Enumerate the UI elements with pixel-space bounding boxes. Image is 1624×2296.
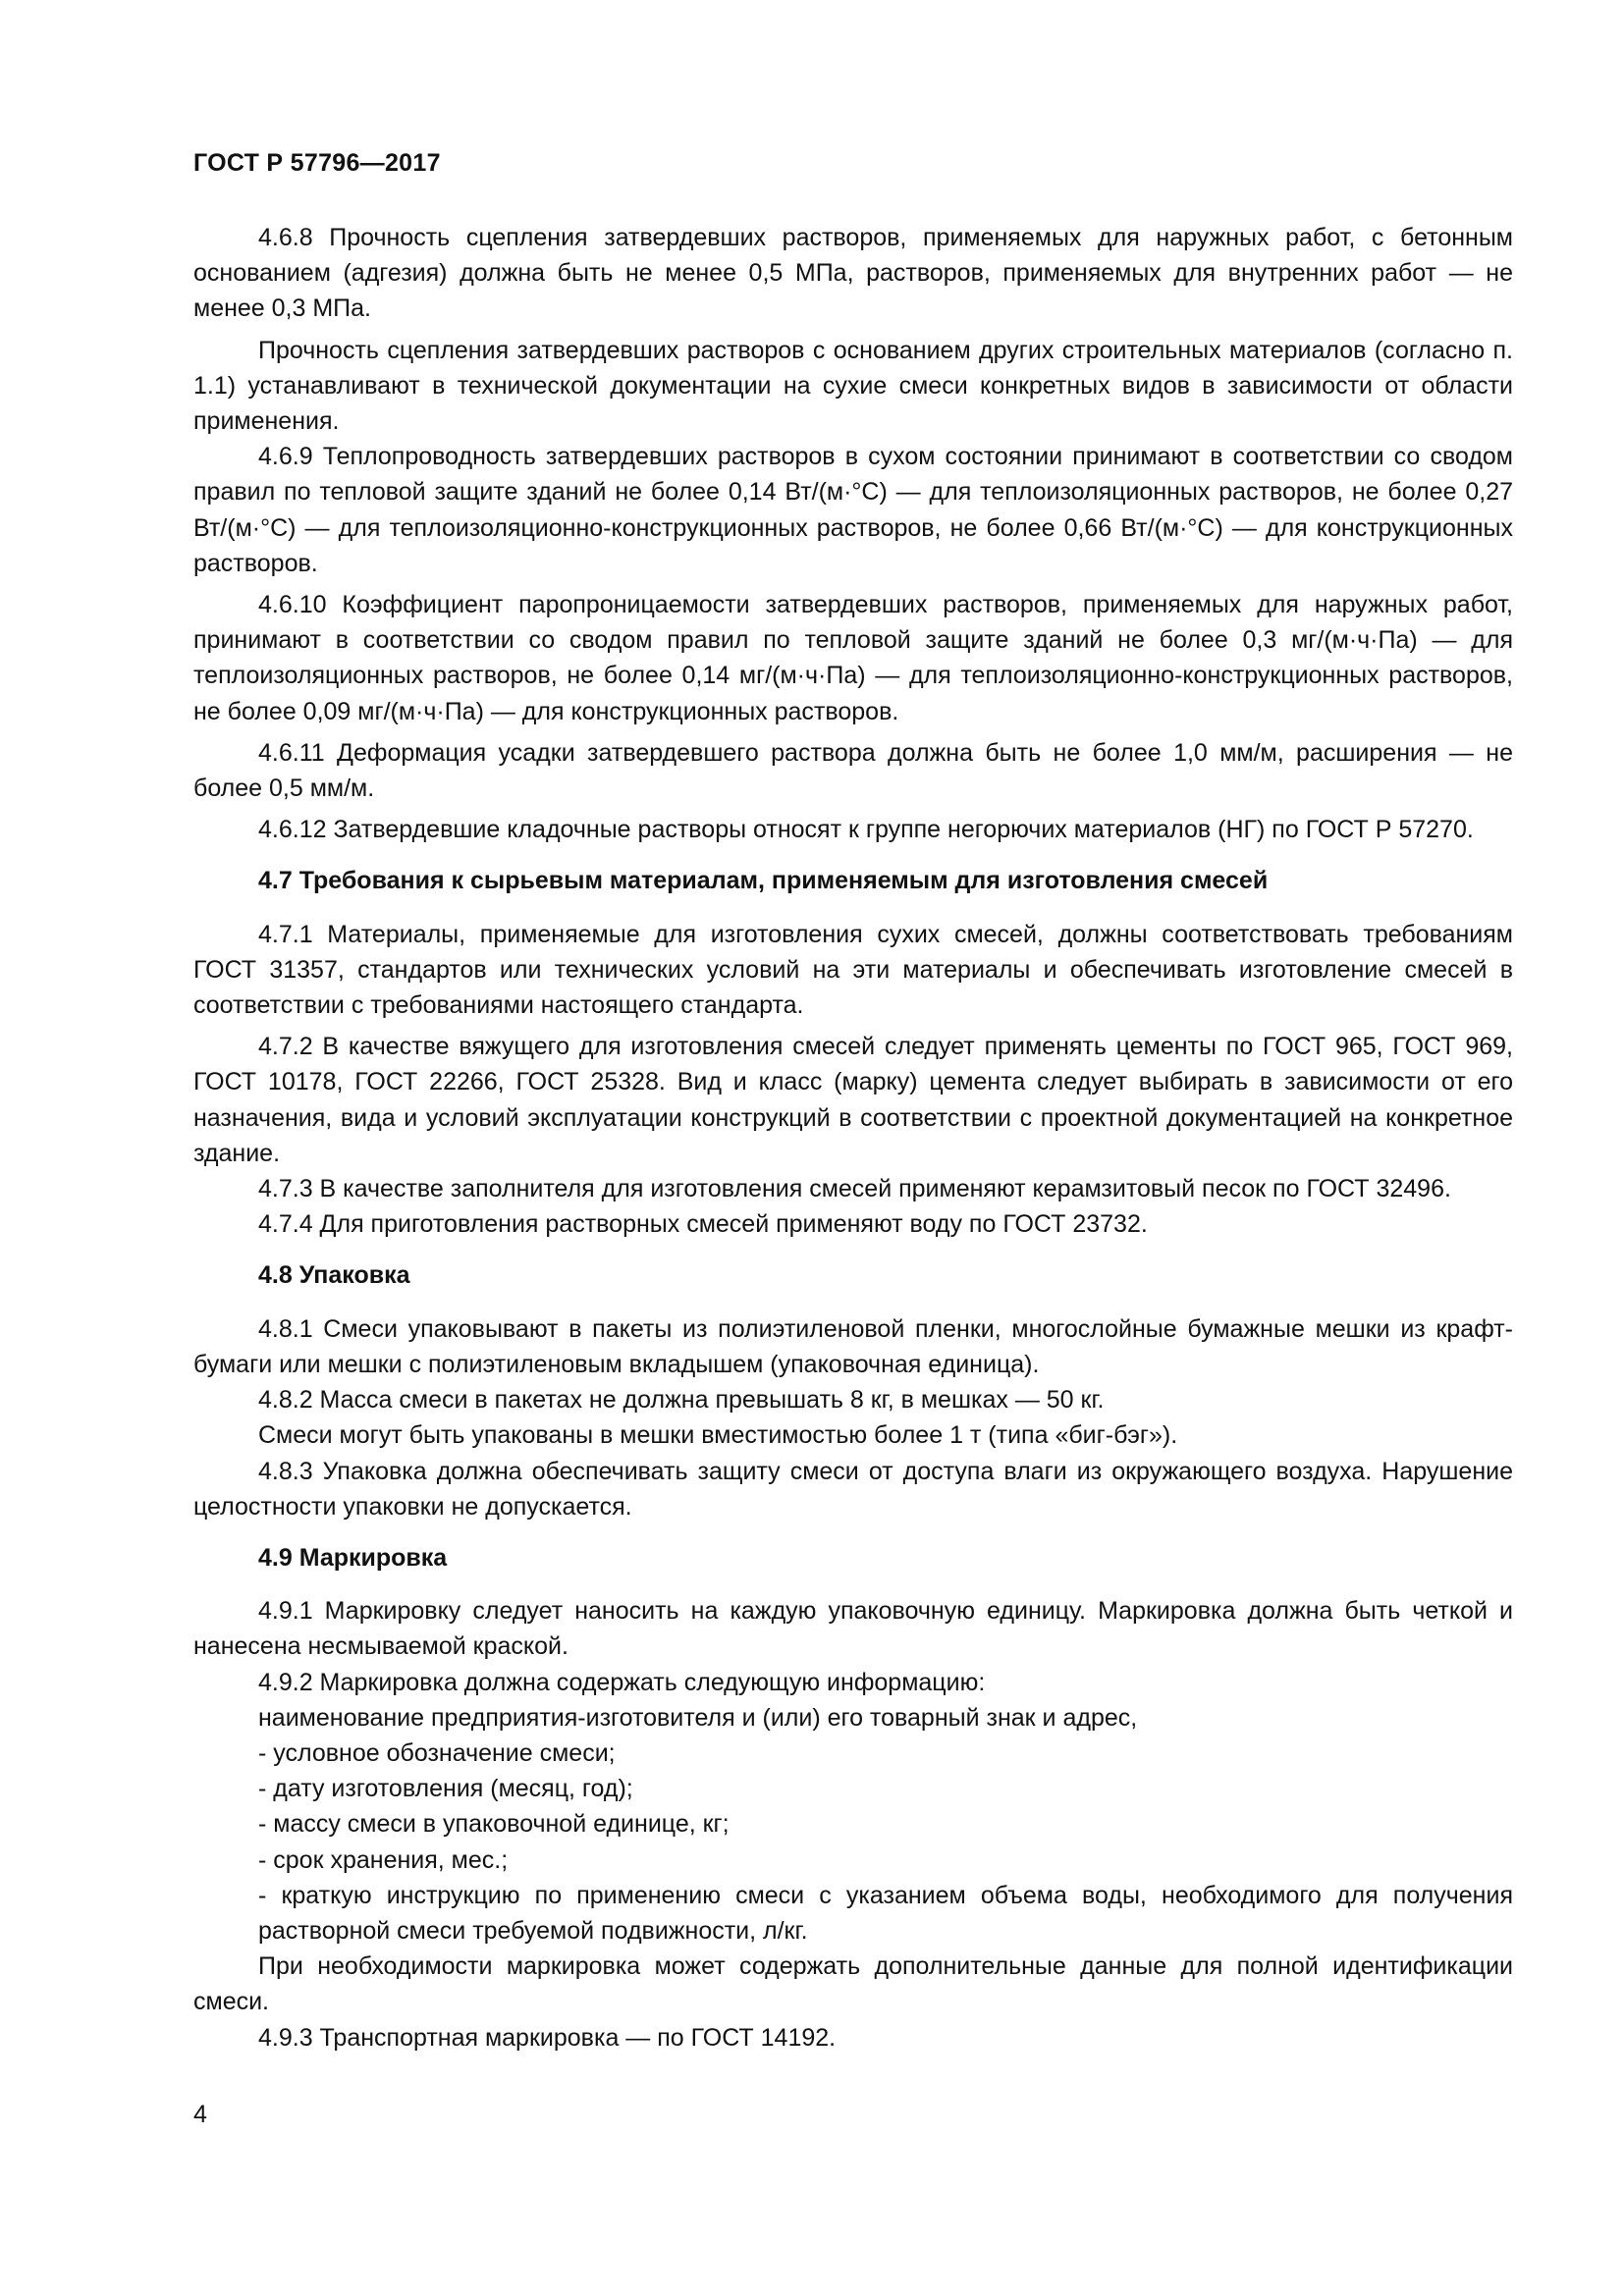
paragraph-4-8-2-continued: Смеси могут быть упакованы в мешки вместимостью более 1 т (типа «биг-бэг»).: [258, 1421, 1178, 1450]
list-item: - условное обозначение смеси;: [258, 1738, 616, 1767]
paragraph-4-6-9: 4.6.9 Теплопроводность затвердевших растворов в сухом состоянии принимают в соответствии со сводом правил по тепловой защите зданий не более 0,14 Вт/(м·°С) — для теплоизоляционных растворов, не более 0,27 Вт/(м·°С) — для теплоизоляционно-конструкционных растворов, не более 0,66 Вт/(м·°С) — для конструкционных растворов.: [193, 443, 1513, 577]
list-item: - срок хранения, мес.;: [258, 1845, 509, 1874]
paragraph-4-6-11: 4.6.11 Деформация усадки затвердевшего раствора должна быть не более 1,0 мм/м, расширения — не более 0,5 мм/м.: [193, 738, 1513, 803]
paragraph-4-9-2-continued: При необходимости маркировка может содержать дополнительные данные для полной идентификации смеси.: [193, 1952, 1513, 2016]
paragraph-4-7-1: 4.7.1 Материалы, применяемые для изготовления сухих смесей, должны соответствовать требованиям ГОСТ 31357, стандартов или технических условий на эти материалы и обеспечивать изготовление смесей в соответствии с требованиями настоящего стандарта.: [193, 920, 1513, 1020]
list-item: - краткую инструкцию по применению смеси с указанием объема воды, необходимого для получения растворной смеси требуемой подвижности, л/кг.: [258, 1881, 1513, 1945]
paragraph-4-8-2: 4.8.2 Масса смеси в пакетах не должна превышать 8 кг, в мешках — 50 кг.: [258, 1386, 1105, 1415]
section-heading-4-9: 4.9 Маркировка: [258, 1543, 448, 1572]
document-body: [193, 220, 1513, 2056]
list-item: - дату изготовления (месяц, год);: [258, 1775, 633, 1803]
paragraph-4-9-1: 4.9.1 Маркировку следует наносить на каждую упаковочную единицу. Маркировка должна быть четкой и нанесена несмываемой краской.: [193, 1597, 1513, 1661]
section-heading-4-8: 4.8 Упаковка: [258, 1261, 410, 1290]
paragraph-4-8-3: 4.8.3 Упаковка должна обеспечивать защиту смеси от доступа влаги из окружающего воздуха. Нарушение целостности упаковки не допускается.: [193, 1457, 1513, 1521]
paragraph-4-7-2: 4.7.2 В качестве вяжущего для изготовления смесей следует применять цементы по ГОСТ 965, ГОСТ 969, ГОСТ 10178, ГОСТ 22266, ГОСТ 25328. Вид и класс (марку) цемента следует выбирать в зависимости от его назначения, вида и условий эксплуатации конструкций в соответствии с проектной документацией на конкретное здание.: [193, 1033, 1513, 1167]
paragraph-4-6-8: 4.6.8 Прочность сцепления затвердевших растворов, применяемых для наружных работ, с бетонным основанием (адгезия) должна быть не менее 0,5 МПа, растворов, применяемых для внутренних работ — не менее 0,3 МПа.: [193, 224, 1513, 323]
paragraph-4-6-8-continued: Прочность сцепления затвердевших растворов с основанием других строительных материалов (согласно п. 1.1) устанавливают в технической документации на сухие смеси конкретных видов в зависимости от области применения.: [193, 336, 1513, 436]
paragraph-4-6-10: 4.6.10 Коэффициент паропроницаемости затвердевших растворов, применяемых для наружных работ, принимают в соответствии со сводом правил по тепловой защите зданий не более 0,3 мг/(м·ч·Па) — для теплоизоляционных растворов, не более 0,14 мг/(м·ч·Па) — для теплоизоляционно-конструкционных растворов, не более 0,09 мг/(м·ч·Па) — для конструкционных растворов.: [193, 591, 1513, 725]
paragraph-4-9-2: 4.9.2 Маркировка должна содержать следующую информацию:: [258, 1668, 986, 1696]
paragraph-4-6-12: 4.6.12 Затвердевшие кладочные растворы относят к группе негорючих материалов (НГ) по ГОСТ Р 57270.: [258, 816, 1474, 844]
marking-info-list: [193, 1700, 1513, 1949]
paragraph-4-9-3: 4.9.3 Транспортная маркировка — по ГОСТ 14192.: [258, 2023, 837, 2052]
paragraph-4-7-4: 4.7.4 Для приготовления растворных смесей применяют воду по ГОСТ 23732.: [258, 1210, 1148, 1239]
page-number: 4: [193, 2101, 207, 2128]
list-item: наименование предприятия-изготовителя и (или) его товарный знак и адрес,: [258, 1703, 1138, 1732]
list-item: - массу смеси в упаковочной единице, кг;: [258, 1810, 730, 1839]
section-heading-4-7: 4.7 Требования к сырьевым материалам, применяемым для изготовления смесей: [258, 867, 1269, 895]
document-header: ГОСТ Р 57796—2017: [193, 149, 441, 177]
paragraph-4-8-1: 4.8.1 Смеси упаковывают в пакеты из полиэтиленовой пленки, многослойные бумажные мешки из крафт-бумаги или мешки с полиэтиленовым вкладышем (упаковочная единица).: [193, 1314, 1513, 1378]
paragraph-4-7-3: 4.7.3 В качестве заполнителя для изготовления смесей применяют керамзитовый песок по ГОСТ 32496.: [258, 1175, 1451, 1203]
